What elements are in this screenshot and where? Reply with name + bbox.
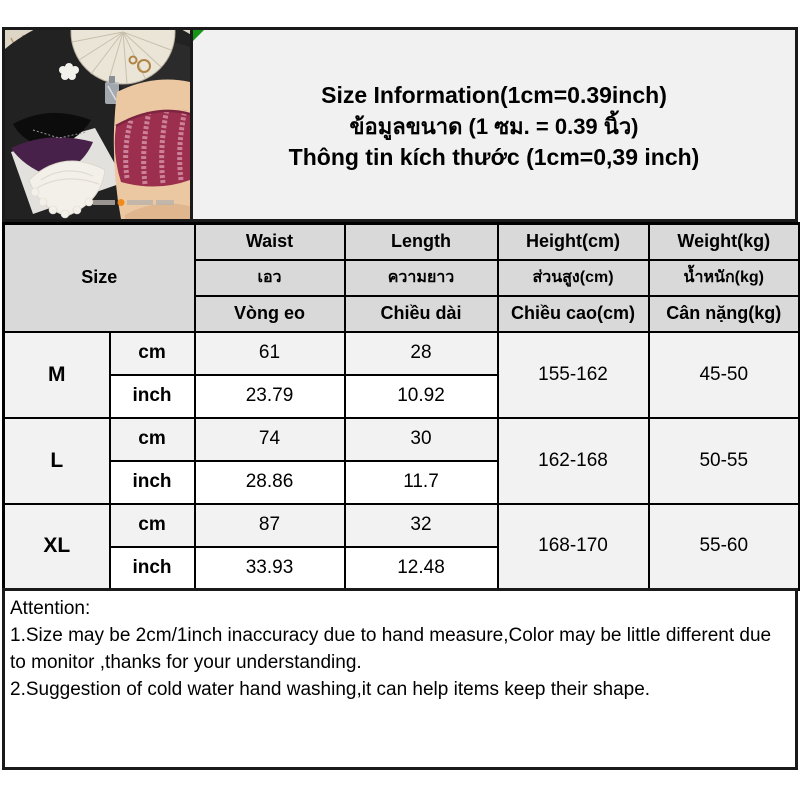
attention-item-2: 2.Suggestion of cold water hand washing,it can help items keep their shape. bbox=[10, 679, 651, 700]
col-header-waist-th: เอว bbox=[195, 260, 345, 296]
cell-xl-inch-waist: 33.93 bbox=[195, 547, 345, 590]
cell-m-inch-length: 10.92 bbox=[345, 375, 498, 418]
col-header-weight-en: Weight(kg) bbox=[649, 224, 800, 260]
row-l-unit-inch: inch bbox=[110, 461, 195, 504]
mannequin-hip bbox=[114, 80, 190, 219]
col-header-height-en: Height(cm) bbox=[498, 224, 649, 260]
cell-xl-cm-waist: 87 bbox=[195, 504, 345, 547]
title-english: Size Information(1cm=0.39inch) bbox=[321, 82, 667, 108]
cell-m-weight: 45-50 bbox=[649, 332, 800, 418]
cell-m-height: 155-162 bbox=[498, 332, 649, 418]
green-corner-flag-icon bbox=[193, 30, 204, 41]
col-header-height-th: ส่วนสูง(cm) bbox=[498, 260, 649, 296]
size-corner-label: Size bbox=[4, 224, 195, 332]
attention-item-1: 1.Size may be 2cm/1inch inaccuracy due to hand measure,Color may be little different due to monitor ,thanks for your understanding. bbox=[10, 625, 772, 673]
cell-m-cm-length: 28 bbox=[345, 332, 498, 375]
cell-m-inch-waist: 23.79 bbox=[195, 375, 345, 418]
row-m-unit-inch: inch bbox=[110, 375, 195, 418]
title-panel bbox=[190, 27, 798, 222]
col-header-weight-vi: Cân nặng(kg) bbox=[649, 296, 800, 332]
cell-l-cm-length: 30 bbox=[345, 418, 498, 461]
cell-m-cm-waist: 61 bbox=[195, 332, 345, 375]
col-header-weight-th: น้ำหนัก(kg) bbox=[649, 260, 800, 296]
row-m-unit-cm: cm bbox=[110, 332, 195, 375]
cell-l-cm-waist: 74 bbox=[195, 418, 345, 461]
col-header-length-vi: Chiều dài bbox=[345, 296, 498, 332]
cell-xl-height: 168-170 bbox=[498, 504, 649, 590]
attention-heading: Attention: bbox=[10, 598, 91, 619]
size-table bbox=[2, 222, 800, 591]
row-m-size-label: M bbox=[4, 332, 110, 418]
row-xl-unit-cm: cm bbox=[110, 504, 195, 547]
product-photo-art bbox=[5, 30, 190, 219]
cell-xl-weight: 55-60 bbox=[649, 504, 800, 590]
title-vietnamese: Thông tin kích thước (1cm=0,39 inch) bbox=[288, 144, 700, 170]
cell-l-height: 162-168 bbox=[498, 418, 649, 504]
title-thai: ข้อมูลขนาด (1 ซม. = 0.39 นิ้ว) bbox=[349, 114, 639, 139]
cell-l-inch-waist: 28.86 bbox=[195, 461, 345, 504]
cell-xl-inch-length: 12.48 bbox=[345, 547, 498, 590]
row-l-size-label: L bbox=[4, 418, 110, 504]
col-header-height-vi: Chiều cao(cm) bbox=[498, 296, 649, 332]
cell-l-inch-length: 11.7 bbox=[345, 461, 498, 504]
col-header-waist-en: Waist bbox=[195, 224, 345, 260]
col-header-length-en: Length bbox=[345, 224, 498, 260]
col-header-waist-vi: Vòng eo bbox=[195, 296, 345, 332]
col-header-length-th: ความยาว bbox=[345, 260, 498, 296]
cell-l-weight: 50-55 bbox=[649, 418, 800, 504]
photo-caption bbox=[93, 199, 174, 206]
row-l-unit-cm: cm bbox=[110, 418, 195, 461]
attention-box bbox=[2, 588, 798, 770]
row-xl-size-label: XL bbox=[4, 504, 110, 590]
row-xl-unit-inch: inch bbox=[110, 547, 195, 590]
cell-xl-cm-length: 32 bbox=[345, 504, 498, 547]
product-photo bbox=[2, 27, 193, 222]
